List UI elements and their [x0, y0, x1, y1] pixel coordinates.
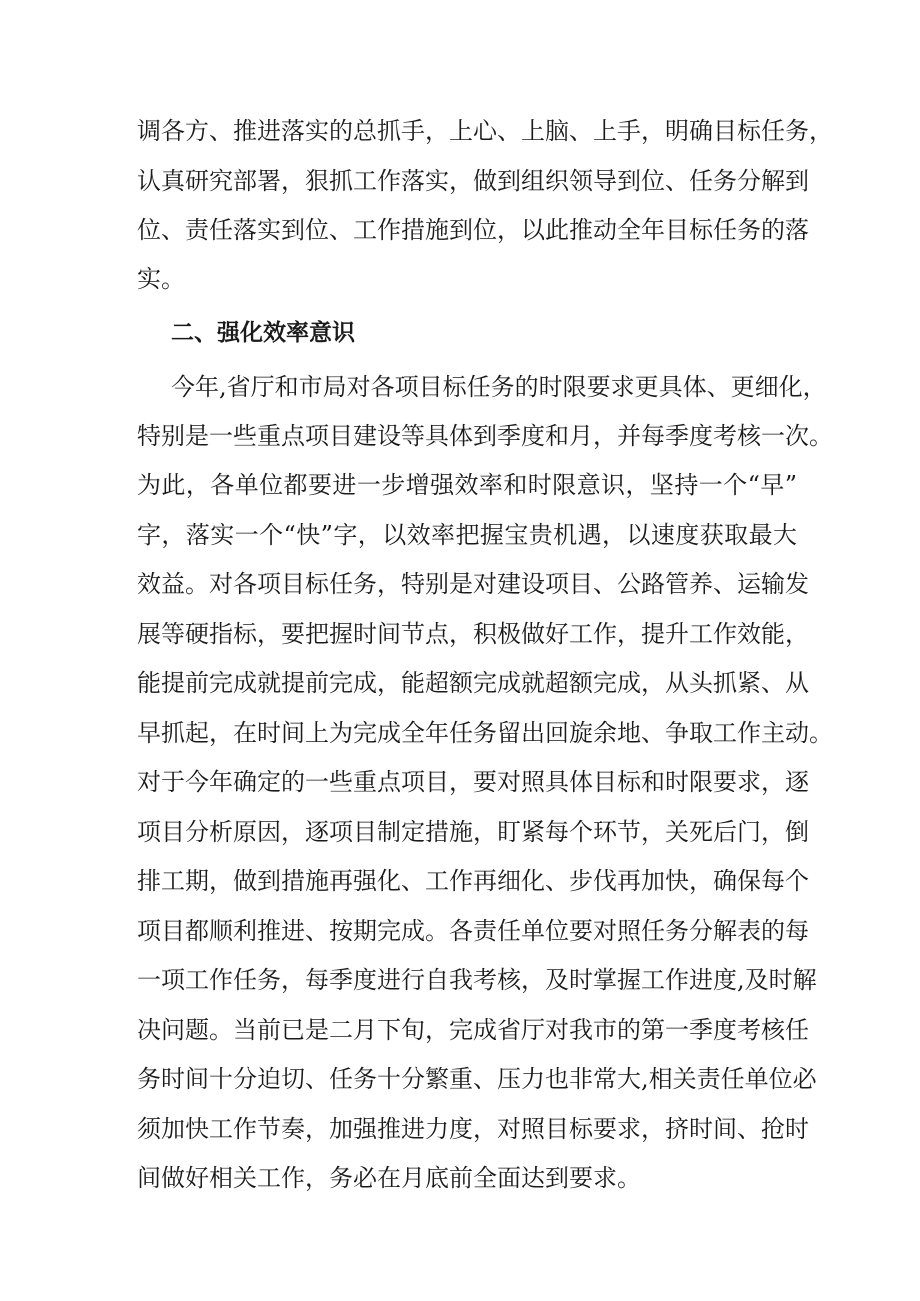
text-line: 实。	[137, 265, 185, 293]
text-line: 间做好相关工作，务必在月底前全面达到要求。	[137, 1164, 641, 1192]
text-line: 认真研究部署，狠抓工作落实，做到组织领导到位、任务分解到	[137, 167, 809, 195]
text-line: 调各方、推进落实的总抓手，上心、上脑、上手，明确目标任务，	[137, 117, 833, 145]
text-line: 效益。对各项目标任务，特别是对建设项目、公路管养、运输发	[137, 570, 809, 598]
text-line: 为此，各单位都要进一步增强效率和时限意识，坚持一个“早”	[137, 471, 797, 499]
text-line: 须加快工作节奏，加强推进力度，对照目标要求，挤时间、抢时	[137, 1115, 809, 1143]
text-line: 能提前完成就提前完成，能超额完成就超额完成，从头抓紧、从	[137, 669, 809, 697]
text-line: 一项工作任务，每季度进行自我考核，及时掌握工作进度,及时解	[137, 966, 817, 994]
text-line: 展等硬指标，要把握时间节点，积极做好工作，提升工作效能，	[137, 620, 809, 648]
text-line: 排工期，做到措施再强化、工作再细化、步伐再加快，确保每个	[137, 867, 809, 895]
text-line: 早抓起，在时间上为完成全年任务留出回旋余地、争取工作主动。	[137, 719, 833, 747]
text-line: 今年,省厅和市局对各项目标任务的时限要求更具体、更细化，	[171, 373, 827, 401]
text-line: 位、责任落实到位、工作措施到位，以此推动全年目标任务的落	[137, 216, 809, 244]
text-line: 决问题。当前已是二月下旬，完成省厅对我市的第一季度考核任	[137, 1016, 809, 1044]
text-line: 特别是一些重点项目建设等具体到季度和月，并每季度考核一次。	[137, 422, 833, 450]
text-line: 字，落实一个“快”字，以效率把握宝贵机遇，以速度获取最大	[137, 521, 797, 549]
text-line: 对于今年确定的一些重点项目，要对照具体目标和时限要求，逐	[137, 768, 809, 796]
text-line: 项目都顺利推进、按期完成。各责任单位要对照任务分解表的每	[137, 917, 809, 945]
text-line: 项目分析原因，逐项目制定措施，盯紧每个环节，关死后门，倒	[137, 818, 809, 846]
text-line: 务时间十分迫切、任务十分繁重、压力也非常大,相关责任单位必	[137, 1065, 817, 1093]
section-heading: 二、强化效率意识	[171, 320, 355, 346]
